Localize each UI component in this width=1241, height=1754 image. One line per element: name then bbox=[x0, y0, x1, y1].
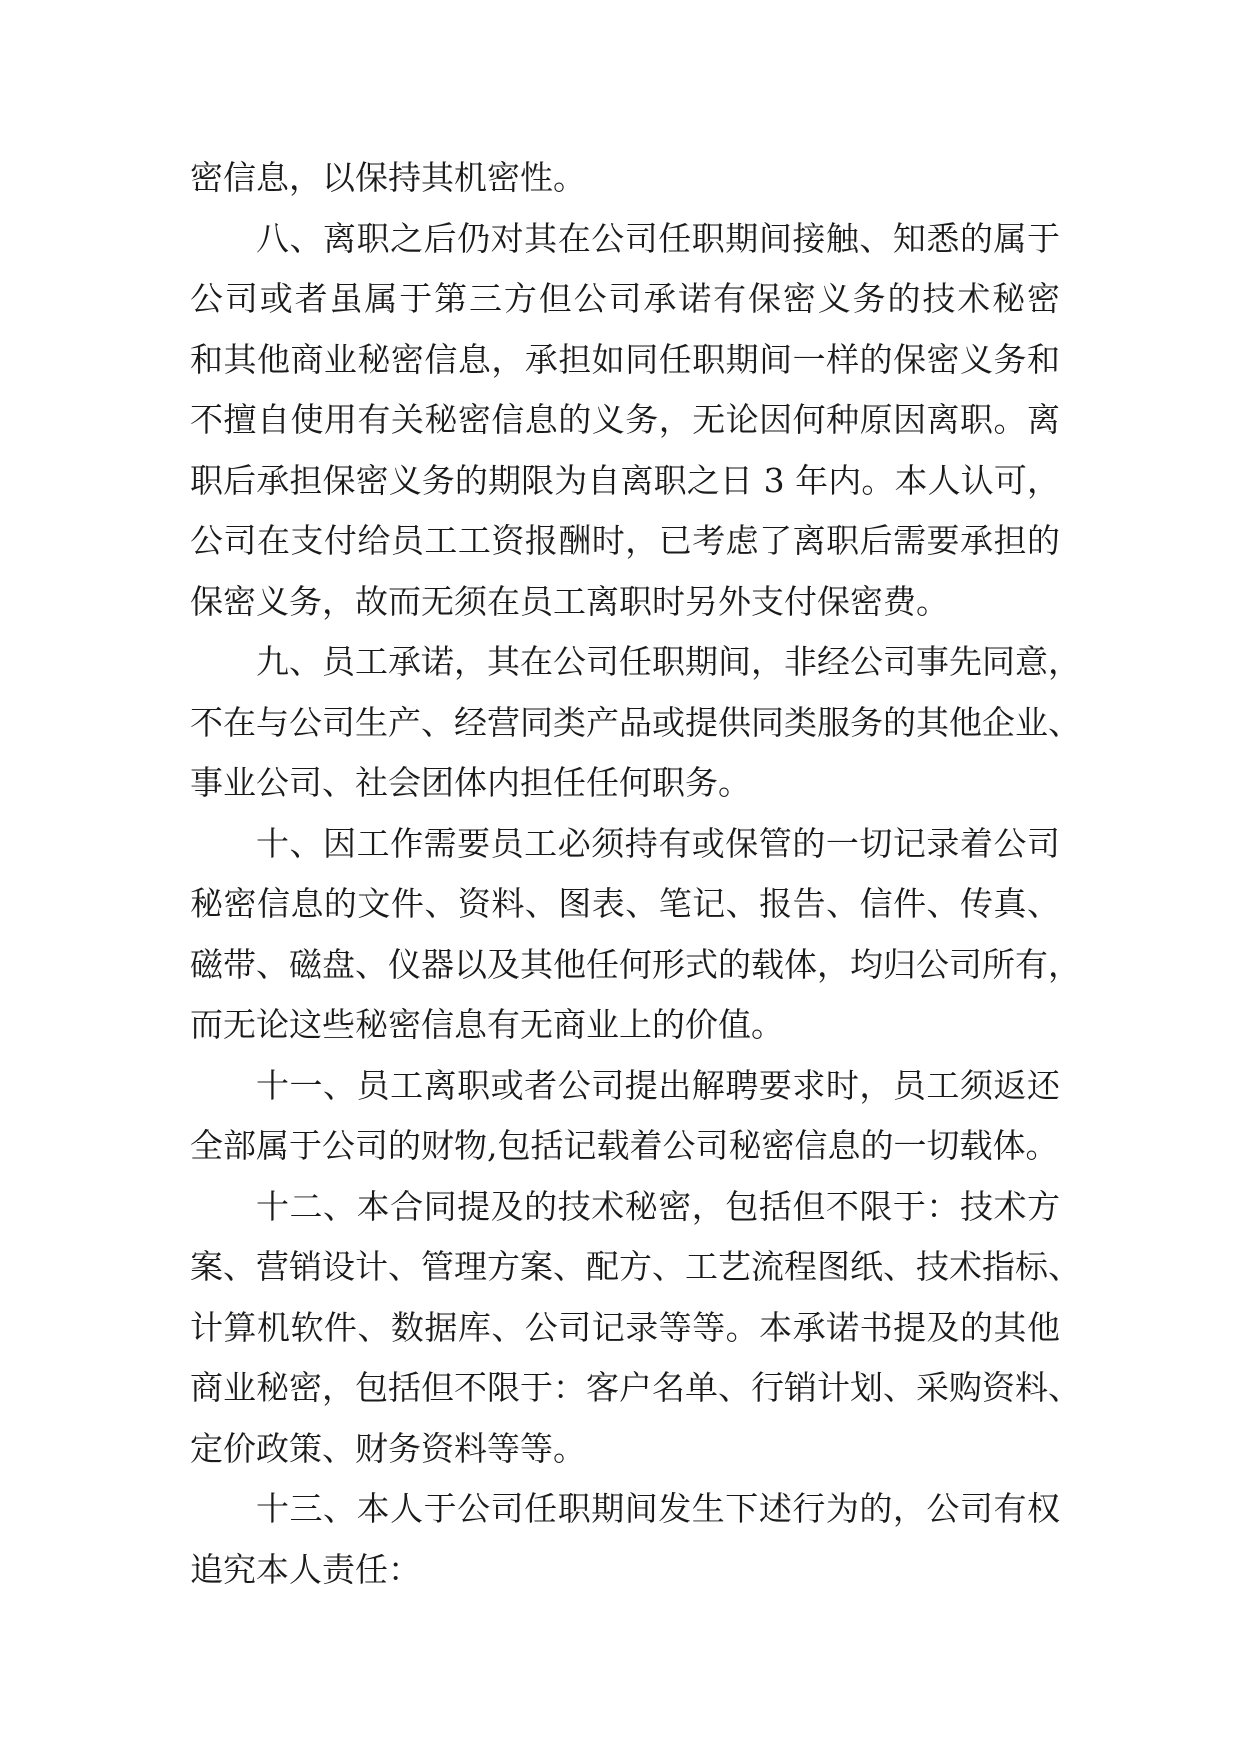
text-line: 磁带、磁盘、仪器以及其他任何形式的载体，均归公司所有， bbox=[190, 944, 1081, 984]
text-line: 保密义务，故而无须在员工离职时另外支付保密费。 bbox=[190, 581, 949, 621]
text-line: 八、离职之后仍对其在公司任职期间接触、知悉的属于 bbox=[256, 218, 1060, 258]
text-line: 和其他商业秘密信息，承担如同任职期间一样的保密义务和 bbox=[190, 339, 1060, 379]
text-line: 案、营销设计、管理方案、配方、工艺流程图纸、技术指标、 bbox=[190, 1247, 1081, 1286]
text-line: 公司或者虽属于第三方但公司承诺有保密义务的技术秘密 bbox=[190, 279, 1060, 318]
text-line: 职后承担保密义务的期限为自离职之日 3 年内。本人认可， bbox=[190, 460, 1060, 500]
text-line: 事业公司、社会团体内担任任何职务。 bbox=[190, 763, 751, 802]
text-line: 十三、本人于公司任职期间发生下述行为的，公司有权 bbox=[256, 1489, 1060, 1528]
text-line: 秘密信息的文件、资料、图表、笔记、报告、信件、传真、 bbox=[190, 884, 1060, 923]
text-line: 而无论这些秘密信息有无商业上的价值。 bbox=[190, 1005, 784, 1044]
text-line: 密信息，以保持其机密性。 bbox=[190, 158, 586, 197]
text-line: 不擅自使用有关秘密信息的义务，无论因何种原因离职。离 bbox=[190, 400, 1060, 439]
text-line: 九、员工承诺，其在公司任职期间，非经公司事先同意， bbox=[256, 642, 1081, 681]
text-line: 公司在支付给员工工资报酬时，已考虑了离职后需要承担的 bbox=[190, 521, 1060, 560]
text-line: 十、因工作需要员工必须持有或保管的一切记录着公司 bbox=[256, 823, 1060, 863]
text-line: 计算机软件、数据库、公司记录等等。本承诺书提及的其他 bbox=[190, 1307, 1060, 1347]
text-line: 十一、员工离职或者公司提出解聘要求时，员工须返还 bbox=[256, 1065, 1060, 1105]
text-line: 商业秘密，包括但不限于：客户名单、行销计划、采购资料、 bbox=[190, 1368, 1081, 1407]
text-line: 全部属于公司的财物,包括记载着公司秘密信息的一切载体。 bbox=[190, 1126, 1059, 1165]
text-line: 定价政策、财务资料等等。 bbox=[190, 1428, 586, 1468]
text-line: 追究本人责任： bbox=[190, 1549, 421, 1589]
text-line: 十二、本合同提及的技术秘密，包括但不限于：技术方 bbox=[256, 1186, 1060, 1226]
document-body bbox=[190, 148, 1081, 1600]
text-line: 不在与公司生产、经营同类产品或提供同类服务的其他企业、 bbox=[190, 702, 1081, 742]
